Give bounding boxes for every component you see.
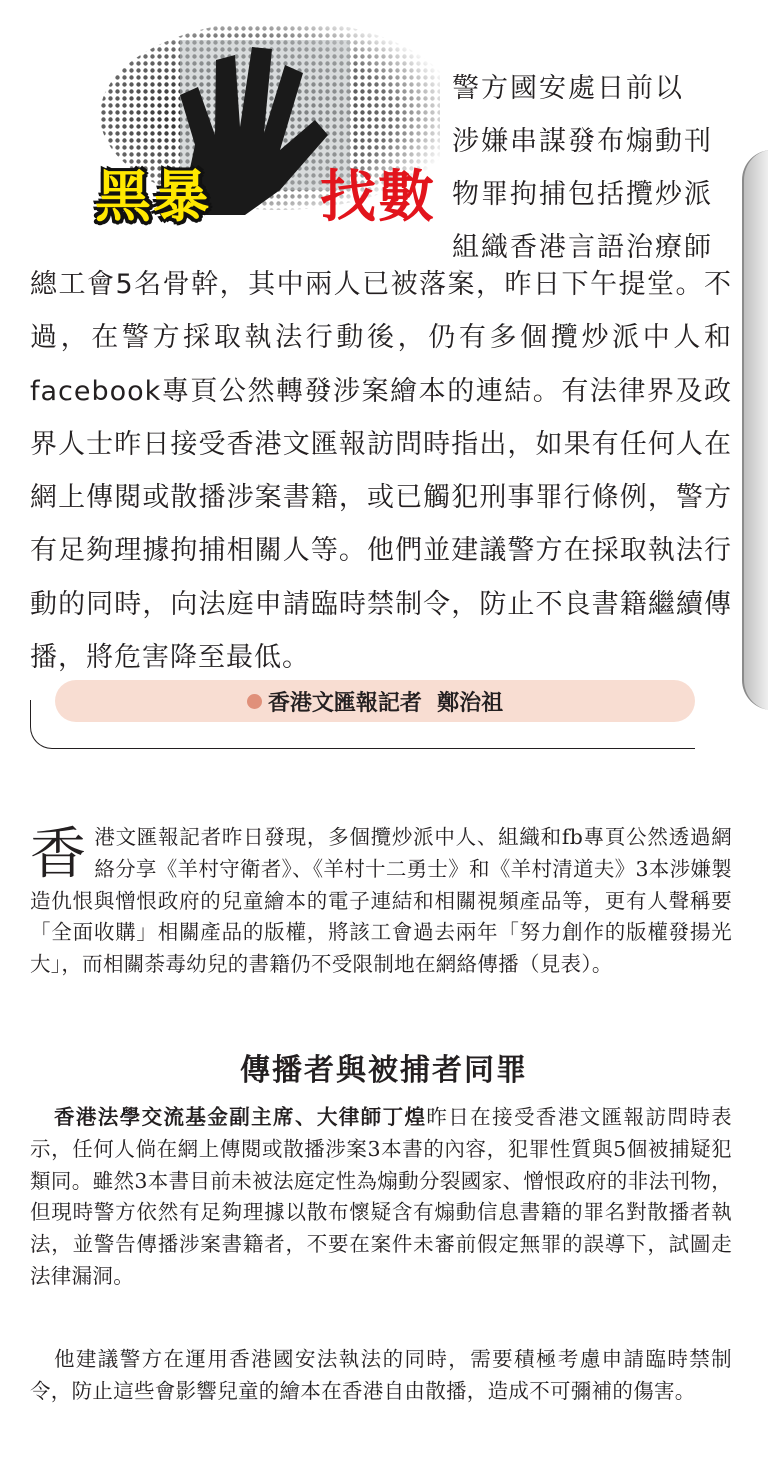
byline-text: 香港文匯報記者 鄭治祖 [267, 690, 504, 716]
section-subheading: 傳播者與被捕者同罪 [240, 1053, 528, 1088]
lead-line: 涉嫌串謀發布煽動刊 [452, 126, 713, 157]
paragraph-text: 港文匯報記者昨日發現，多個攬炒派中人、組織和fb專頁公然透過網絡分享《羊村守衛者》、《羊村十二勇士》和《羊村清道夫》3本涉嫌製造仇恨與憎恨政府的兒童繪本的電子連結和相關視頻產品等，更有人聲稱要「全面收購」相關產品的版權，將該工會過去兩年「努力創作的版權發揚光大」，而相關荼毒幼兒的書籍仍不受限制地在網絡傳播（見表）。 [30, 825, 732, 977]
bullet-dot-icon [247, 694, 262, 709]
edge-image-fragment [742, 150, 768, 710]
logo-title-right: 找數 [320, 165, 436, 230]
article-paragraph-2 [30, 1102, 732, 1293]
speaker-name: 香港法學交流基金副主席、大律師丁煌 [54, 1105, 427, 1129]
drop-cap: 香 [30, 822, 87, 887]
logo-title-left: 黑暴 [95, 165, 211, 230]
lead-paragraph: 總工會5名骨幹，其中兩人已被落案，昨日下午提堂。不過，在警方採取執法行動後，仍有多個攬炒派中人和facebook專頁公然轉發涉案繪本的連結。有法律界及政界人士昨日接受香港文匯報訪問時指出，如果有任何人在網上傳閱或散播涉案書籍，或已觸犯刑事罪行條例，警方有足夠理據拘捕相關人等。他們並建議警方在採取執法行動的同時，向法庭申請臨時禁制令，防止不良書籍繼續傳播，將危害降至最低。 [30, 269, 732, 674]
paragraph-text: 昨日在接受香港文匯報訪問時表示，任何人倘在網上傳閱或散播涉案3本書的內容，犯罪性質與5個被捕疑犯類同。雖然3本書目前未被法庭定性為煽動分裂國家、憎恨政府的非法刊物，但現時警方依然有足夠理據以散布懷疑含有煽動信息書籍的罪名對散播者執法，並警告傳播涉案書籍者，不要在案件未審前假定無罪的誤導下，試圖走法律漏洞。 [30, 1105, 732, 1288]
article-paragraph-3: 他建議警方在運用香港國安法執法的同時，需要積極考慮申請臨時禁制令，防止這些會影響兒童的繪本在香港自由散播，造成不可彌補的傷害。 [30, 1347, 732, 1403]
lead-line: 組織香港言語治療師 [452, 232, 713, 263]
byline [55, 680, 695, 722]
column-logo [30, 25, 440, 230]
lead-paragraph-indented [452, 62, 732, 274]
lead-line: 警方國安處日前以 [452, 73, 684, 104]
article-paragraph-1 [30, 822, 732, 981]
lead-line: 物罪拘捕包括攬炒派 [452, 179, 713, 210]
